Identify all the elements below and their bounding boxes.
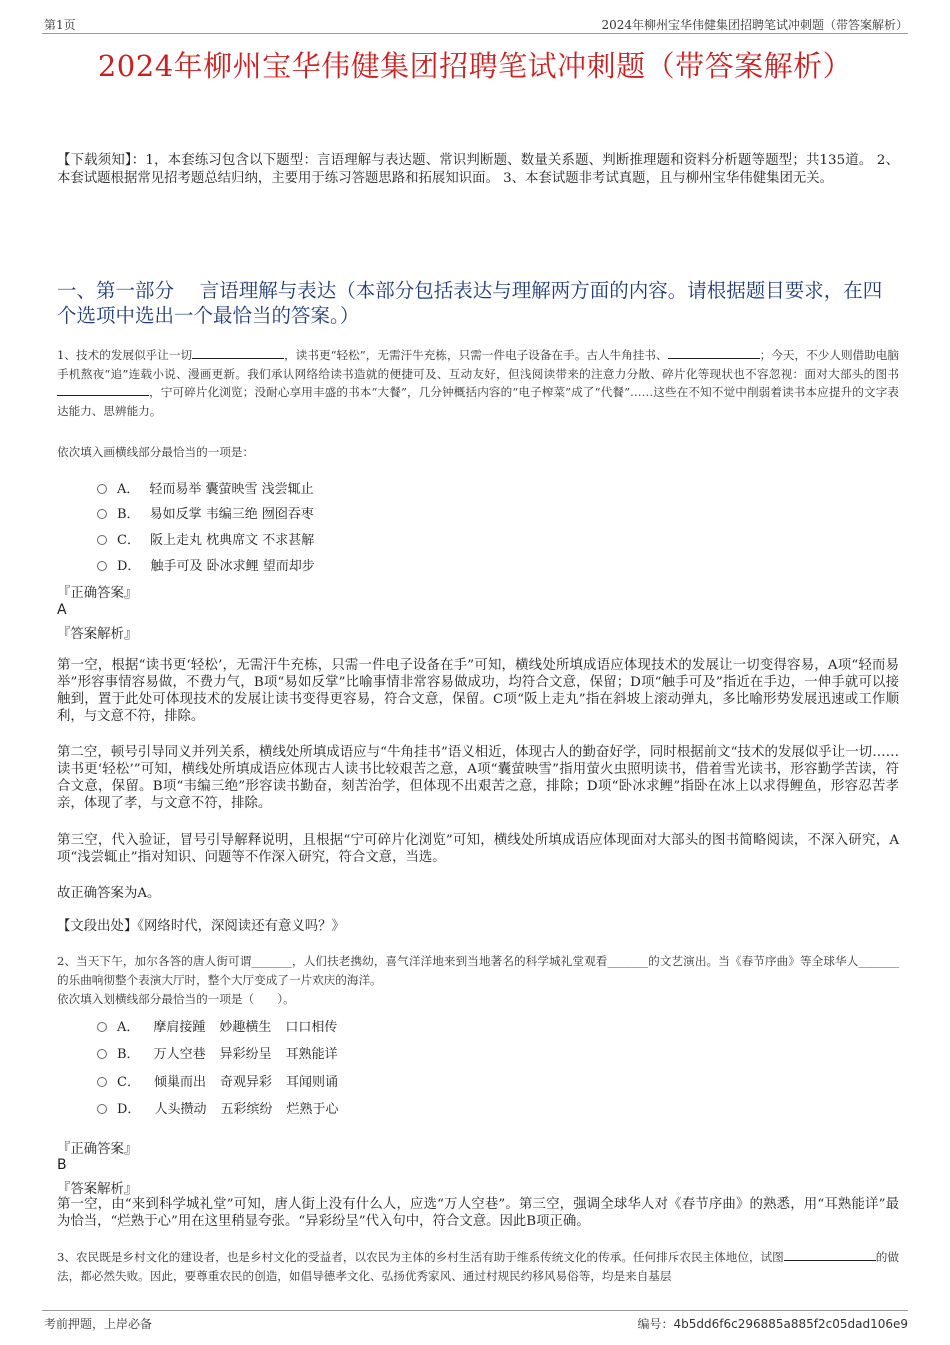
fill-blank xyxy=(192,347,284,359)
page-title: 2024年柳州宝华伟健集团招聘笔试冲刺题（带答案解析） xyxy=(97,49,853,83)
header-doc-title: 2024年柳州宝华伟健集团招聘笔试冲刺题（带答案解析） xyxy=(601,18,908,32)
correct-answer: B xyxy=(57,1157,67,1173)
option-b[interactable]: B． 万人空巷 异彩纷呈 耳熟能详 xyxy=(97,1043,338,1062)
fill-blank xyxy=(668,347,760,359)
radio-icon[interactable] xyxy=(97,1022,107,1032)
answer-label: 『正确答案』 xyxy=(57,586,138,601)
analysis-label: 『答案解析』 xyxy=(57,1182,138,1197)
document-code: 编号：4b5dd6f6c296885a885f2c05dad106e9 xyxy=(637,1317,908,1331)
fill-blank xyxy=(57,384,149,396)
footer-slogan: 考前押题，上岸必备 xyxy=(44,1317,153,1331)
analysis-paragraph: 第一空，由“来到科学城礼堂”可知，唐人街上没有什么人，应选“万人空巷”。第三空，强调全球华人对《春节序曲》的熟悉，用“耳熟能详”最为恰当，“烂熟于心”用在这里稍显夸张。“异彩纷呈”代入句中，符合文意。因此B项正确。 xyxy=(57,1197,899,1229)
radio-icon[interactable] xyxy=(97,1104,107,1114)
option-d[interactable]: D． 人头攒动 五彩缤纷 烂熟于心 xyxy=(97,1098,338,1117)
analysis-label: 『答案解析』 xyxy=(57,627,138,642)
analysis-paragraph: 第三空，代入验证，冒号引导解释说明，且根据“宁可碎片化浏览”可知，横线处所填成语应体现面对大部头的图书简略阅读，不深入研究，A项“浅尝辄止”指对知识、问题等不作深入研究，符合文意，当选。 xyxy=(57,833,899,865)
radio-icon[interactable] xyxy=(97,535,107,545)
option-a[interactable]: A． 轻而易举 囊萤映雪 浅尝辄止 xyxy=(97,478,314,497)
answer-label: 『正确答案』 xyxy=(57,1142,138,1157)
radio-icon[interactable] xyxy=(97,561,107,571)
option-c[interactable]: C． 阪上走丸 枕典席文 不求甚解 xyxy=(97,529,314,548)
option-c[interactable]: C． 倾巢而出 奇观异彩 耳闻则诵 xyxy=(97,1071,338,1090)
radio-icon[interactable] xyxy=(97,484,107,494)
analysis-paragraph: 第二空，顿号引导同义并列关系，横线处所填成语应与“牛角挂书”语义相近，体现古人的勤奋好学，同时根据前文“技术的发展似乎让一切……读书更‘轻松’”可知，横线处所填成语应体现古人读书比较艰苦之意，A项“囊萤映雪”指用萤火虫照明读书，借着雪光读书，形容勤学苦读，符合文意，保留。B项“韦编三绝”形容读书勤奋，刻苦治学，但体现不出艰苦之意，排除；D项“卧冰求鲤”指卧在冰上以求得鲤鱼，形容忍苦孝亲，体现了孝，与文意不符，排除。 xyxy=(57,745,899,811)
fill-blank xyxy=(784,1249,876,1261)
option-b[interactable]: B． 易如反掌 韦编三绝 囫囵吞枣 xyxy=(97,503,314,522)
header-divider xyxy=(42,33,908,34)
radio-icon[interactable] xyxy=(97,1077,107,1087)
question-2-stem: 2、当天下午，加尔各答的唐人街可谓_______，人们扶老携幼，喜气洋洋地来到当地著名的科学城礼堂观看_______的文艺演出。当《春节序曲》等全球华人_______的乐曲响彻整个表演大厅时，整个大厅变成了一片欢庆的海洋。 xyxy=(57,954,899,987)
question-1-prompt: 依次填入画横线部分最恰当的一项是： xyxy=(57,445,255,459)
download-notice: 【下载须知】：1，本套练习包含以下题型：言语理解与表达题、常识判断题、数量关系题、判断推理题和资料分析题等题型；共135道。 2、本套试题根据常见招考题总结归纳，主要用于练习答题思路和拓展知识面。 3、本套试题非考试真题，且与柳州宝华伟健集团无关。 xyxy=(57,153,899,186)
page-number: 第1页 xyxy=(44,18,76,32)
analysis-conclusion: 故正确答案为A。 xyxy=(57,886,161,901)
section-heading: 一、第一部分 言语理解与表达（本部分包括表达与理解两方面的内容。请根据题目要求，在四个选项中选出一个最恰当的答案。） xyxy=(57,279,883,327)
correct-answer: A xyxy=(57,602,67,618)
option-d[interactable]: D． 触手可及 卧冰求鲤 望而却步 xyxy=(97,555,315,574)
footer-divider xyxy=(42,1310,908,1311)
radio-icon[interactable] xyxy=(97,509,107,519)
option-a[interactable]: A． 摩肩接踵 妙趣横生 口口相传 xyxy=(97,1016,337,1035)
question-3-stem: 3、农民既是乡村文化的建设者，也是乡村文化的受益者，以农民为主体的乡村生活有助于维系传统文化的传承。任何排斥农民主体地位，试图 的做法，都必然失败。因此，要尊重农民的创造，如倡导德孝文化、弘扬优秀家风、通过村规民约移风易俗等，均是来自基层 xyxy=(57,1250,899,1283)
radio-icon[interactable] xyxy=(97,1049,107,1059)
analysis-paragraph: 第一空，根据“读书更‘轻松’，无需汗牛充栋，只需一件电子设备在手”可知，横线处所填成语应体现技术的发展让一切变得容易，A项“轻而易举”形容事情容易做，不费力气，B项“易如反掌”比喻事情非常容易做成功，均符合文意，保留；D项“触手可及”指近在手边，一伸手就可以接触到，置于此处可体现技术的发展让读书变得更容易，符合文意，保留。C项“阪上走丸”指在斜坡上滚动弹丸，多比喻形势发展迅速或工作顺利，与文意不符，排除。 xyxy=(57,658,899,724)
question-2-prompt: 依次填入划横线部分最恰当的一项是（ ）。 xyxy=(57,992,295,1006)
question-1-stem: 1、技术的发展似乎让一切 ，读书更“轻松”，无需汗牛充栋，只需一件电子设备在手。古人牛角挂书、 ；今天，不少人则借助电脑手机熬夜“追”连载小说、漫画更新。我们承认网络给读书造就的便捷可及、互动友好，但浅阅读带来的注意力分散、碎片化等现状也不容忽视：面对大部头的图书，宁可碎片化浏览；没耐心享用丰盛的书本“大餐”，几分钟概括内容的“电子榨菜”成了“代餐”……这些在不知不觉中削弱着读书本应提升的文字表达能力、思辨能力。 xyxy=(57,348,899,418)
text-source: 【文段出处】《网络时代，深阅读还有意义吗？》 xyxy=(57,919,345,934)
